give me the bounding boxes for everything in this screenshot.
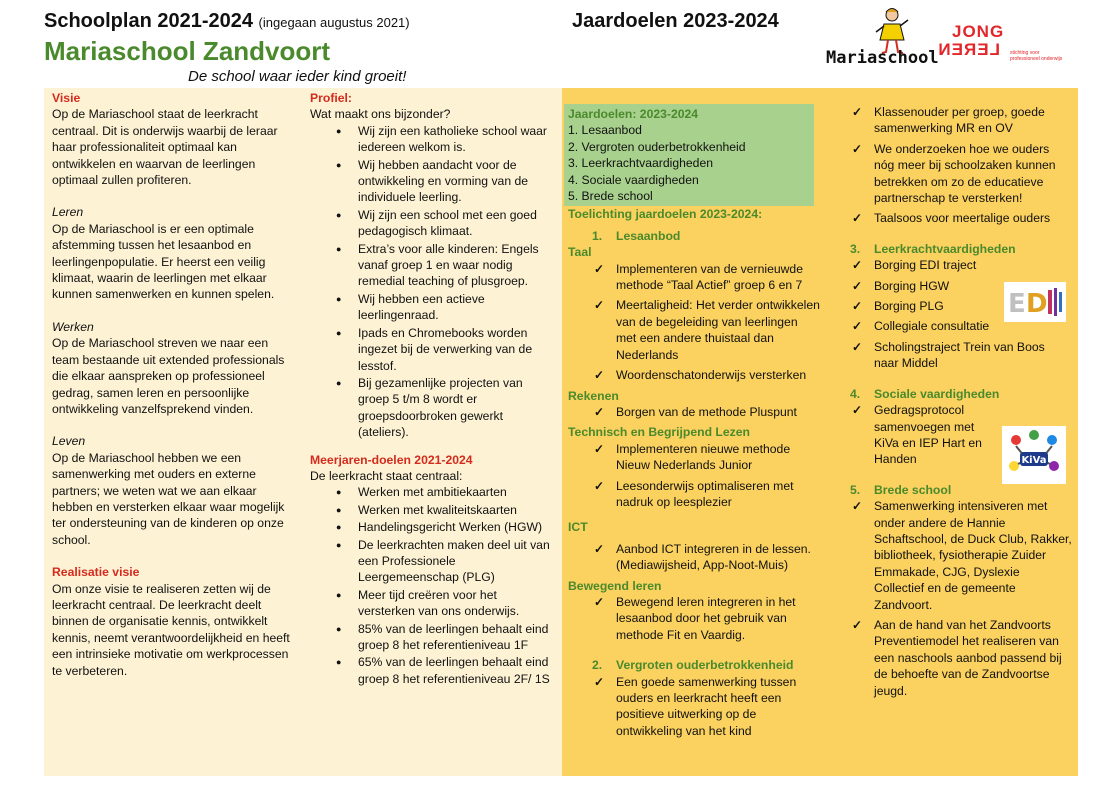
check-icon: ✓ — [852, 499, 863, 514]
list-item: ● Extra’s voor alle kinderen: Engels vanaf groep 1 en waar nodig remedial teaching of plusgroep. — [310, 241, 556, 290]
section-leerkrachtvaardigheden-heading: 3. Leerkrachtvaardigheden — [850, 241, 1016, 256]
list-item: ✓ Implementeren van de vernieuwde methode “Taal Actief” groep 6 en 7 — [594, 261, 803, 293]
column-jaardoelen — [568, 104, 820, 743]
list-item: ● 85% van de leerlingen behaalt eind groep 8 het referentieniveau 1F — [310, 621, 556, 654]
leven-text: Op de Mariaschool hebben we een samenwerking met ouders en externe partners; we weten wat we aan elkaar hebben en versterken elkaar waar mogelijk ter ondersteuning van de kinderen op onze school. — [52, 450, 285, 547]
mariaschool-logo — [826, 6, 946, 70]
taal-list — [568, 261, 820, 384]
mariaschool-wordmark: Mariaschool — [826, 48, 939, 68]
list-item: ✓ Borging HGW — [852, 278, 950, 293]
realisatie-text: Om onze visie te realiseren zetten wij de leerkracht centraal. De leerkracht deelt binnen de organisatie kennis, ontwikkelt kennis, neemt verantwoordelijkheid en heeft een intrinsieke motivatie om werkprocessen te verbeteren. — [52, 581, 290, 678]
meerjaren-list — [310, 484, 556, 687]
goal-item: 5. Brede school — [568, 189, 653, 204]
schoolplan-title: Schoolplan 2021-2024 — [44, 10, 253, 32]
visie-heading: Visie — [52, 91, 81, 105]
column-profiel — [310, 90, 556, 688]
check-icon: ✓ — [594, 368, 605, 383]
ict-heading: ICT — [568, 520, 588, 535]
kiva-logo-icon — [1002, 426, 1066, 484]
check-icon: ✓ — [594, 261, 605, 276]
rekenen-list — [568, 404, 820, 420]
section-lesaanbod-heading: 1. Lesaanbod — [592, 228, 681, 243]
list-item: ● Ipads en Chromebooks worden ingezet bij de verwerking van de lesstof. — [310, 325, 556, 374]
list-item: ● De leerkrachten maken deel uit van een Professionele Leergemeenschap (PLG) — [310, 537, 556, 586]
realisatie-heading: Realisatie visie — [52, 565, 140, 580]
brede-school-list — [850, 498, 1072, 699]
profiel-list — [310, 123, 556, 441]
column-visie — [52, 90, 292, 679]
list-item: ✓ Woordenschatonderwijs versterken — [594, 368, 807, 383]
rekenen-heading: Rekenen — [568, 388, 619, 403]
meerjaren-intro: De leerkracht staat centraal: — [310, 468, 463, 483]
list-item: ✓ Implementeren nieuwe methode Nieuw Nederlands Junior — [594, 441, 791, 473]
list-item: ✓ Scholingstraject Trein van Boos naar Middel — [852, 339, 1045, 371]
list-item: ✓ Gedragsprotocol samenvoegen met KiVa en IEP Hart en Handen — [852, 403, 982, 467]
kiva-logo-text: KiVa — [1021, 455, 1047, 466]
section-ouderbetrokkenheid-heading: 2. Vergroten ouderbetrokkenheid — [592, 658, 794, 673]
list-item: ✓ Klassenouder per groep, goede samenwerking MR en OV — [852, 105, 1045, 136]
toelichting-heading: Toelichting jaardoelen 2023-2024: — [568, 207, 763, 222]
check-icon: ✓ — [594, 441, 605, 456]
leren-heading: Leren — [52, 205, 84, 220]
werken-text: Op de Mariaschool streven we naar een team bestaande uit extended professionals die elkaar aanspreken op professioneel gedrag, samen leren en persoonlijke ontwikkeling vanzelfsprekend vinden. — [52, 336, 285, 416]
school-name: Mariaschool Zandvoort — [44, 36, 331, 66]
jong-wordmark: JONG — [952, 22, 1005, 41]
jaardoelen-box-heading: Jaardoelen: 2023-2024 — [568, 107, 699, 121]
list-item: ✓ Aan de hand van het Zandvoorts Preventiemodel het realiseren van een naschools aanbod passend bij de behoefte van de Zandvoortse jeugd. — [852, 617, 1062, 698]
check-icon: ✓ — [852, 258, 863, 273]
svg-text:E: E — [1008, 289, 1026, 319]
list-item: ● Bij gezamenlijke projecten van groep 5 t/m 8 wordt er groepsdoorbroken gewerkt (ateliers). — [310, 375, 556, 441]
svg-text:D: D — [1026, 289, 1048, 319]
list-item: ✓ Leesonderwijs optimaliseren met nadruk op leesplezier — [594, 478, 794, 509]
list-item: ✓ Bewegend leren integreren in het lesaanbod door het gebruik van methode Fit en Vaardig. — [594, 594, 796, 642]
bewegend-list — [568, 594, 820, 643]
profiel-intro: Wat maakt ons bijzonder? — [310, 107, 451, 122]
goal-item: 2. Vergroten ouderbetrokkenheid — [568, 139, 746, 154]
page-title — [44, 10, 410, 33]
leven-heading: Leven — [52, 434, 86, 449]
lezen-list — [568, 441, 820, 511]
check-icon: ✓ — [852, 339, 863, 354]
list-item: ● Wij zijn een katholieke school waar iedereen welkom is. — [310, 123, 556, 156]
schoolplan-subtitle: (ingegaan augustus 2021) — [258, 15, 410, 30]
jong-leren-logo — [937, 22, 1072, 72]
jaardoelen-box — [564, 104, 814, 206]
edi-logo-graphic — [1004, 282, 1066, 322]
edi-logo-icon — [1004, 282, 1066, 322]
child-figure-icon — [872, 6, 912, 54]
list-item: ✓ Een goede samenwerking tussen ouders en leerkracht heeft een positieve uitwerking op de ontwikkeling van het kind — [594, 674, 797, 738]
werken-heading: Werken — [52, 319, 94, 334]
list-item: ✓ Meertaligheid: Het verder ontwikkelen van de begeleiding van leerlingen met een andere thuistaal dan Nederlands — [594, 298, 820, 362]
jong-leren-small-text: stichting voor professioneel onderwijs — [1010, 50, 1063, 62]
check-icon: ✓ — [594, 298, 605, 313]
list-item: ✓ Samenwerking intensiveren met onder andere de Hannie Schaftschool, de Duck Club, Rakker, bibliotheek, fysiotherapie Zuider Emmakade, CJG, Dyslexie Collectief en de gemeente Zandvoort. — [852, 499, 1072, 612]
check-icon: ✓ — [594, 594, 605, 609]
list-item: ✓ Taalsoos voor meertalige ouders — [852, 211, 1051, 226]
list-item: ● Wij zijn een school met een goed pedagogisch klimaat. — [310, 207, 556, 240]
list-item: ● Handelingsgericht Werken (HGW) — [310, 519, 556, 535]
list-item: ✓ Borgen van de methode Pluspunt — [594, 404, 797, 419]
visie-text: Op de Mariaschool staat de leerkracht centraal. Dit is onderwijs waarbij de leraar haar professionaliteit optimaal kan ontwikkelen en waarvan de leerlingen optimaal zullen profiteren. — [52, 107, 278, 188]
ouder-vervolg-list — [850, 104, 1072, 227]
section-sociale-vaardigheden-heading: 4. Sociale vaardigheden — [850, 386, 1000, 401]
lezen-heading: Technisch en Begrijpend Lezen — [568, 425, 750, 440]
list-item: ✓ We onderzoeken hoe we ouders nóg meer bij schoolzaken kunnen betrekken om zo de educatieve partnerschap te versterken! — [852, 141, 1056, 206]
check-icon: ✓ — [852, 105, 863, 119]
check-icon: ✓ — [852, 211, 863, 226]
list-item: ✓ Aanbod ICT integreren in de lessen. (Mediawijsheid, App-Noot-Muis) — [594, 541, 811, 573]
leren-wordmark: LEREN — [937, 40, 1000, 59]
check-icon: ✓ — [852, 278, 863, 293]
list-item: ● 65% van de leerlingen behaalt eind groep 8 het referentieniveau 2F/ 1S — [310, 654, 556, 687]
list-item: ● Werken met kwaliteitskaarten — [310, 502, 556, 518]
check-icon: ✓ — [594, 674, 605, 689]
column-jaardoelen-vervolg — [850, 104, 1072, 703]
list-item: ● Werken met ambitiekaarten — [310, 484, 556, 500]
goal-item: 4. Sociale vaardigheden — [568, 172, 699, 187]
goal-item: 1. Lesaanbod — [568, 123, 642, 138]
check-icon: ✓ — [594, 404, 605, 419]
school-tagline: De school waar ieder kind groeit! — [188, 68, 407, 85]
ict-list — [568, 541, 820, 574]
goal-item: 3. Leerkrachtvaardigheden — [568, 156, 713, 171]
list-item: ✓ Collegiale consultatie — [852, 319, 990, 334]
list-item: ● Meer tijd creëren voor het versterken van ons onderwijs. — [310, 587, 556, 620]
meerjaren-heading: Meerjaren-doelen 2021-2024 — [310, 452, 473, 467]
profiel-heading: Profiel: — [310, 91, 352, 105]
check-icon: ✓ — [594, 541, 605, 556]
check-icon: ✓ — [594, 478, 605, 493]
list-item: ● Wij hebben een actieve leerlingenraad. — [310, 291, 556, 324]
ouderbetrokkenheid-list — [568, 674, 820, 740]
check-icon: ✓ — [852, 141, 863, 156]
list-item: ✓ Borging PLG — [852, 299, 944, 314]
leren-text: Op de Mariaschool is er een optimale afstemming tussen het lesaanbod en leerlingenpopulatie. Er heerst een veilig klimaat, waarin de leerlingen met elkaar kunnen samenwerken en kunnen spelen. — [52, 221, 275, 302]
taal-heading: Taal — [568, 245, 592, 260]
check-icon: ✓ — [852, 299, 863, 314]
check-icon: ✓ — [852, 319, 863, 334]
list-item: ✓ Borging EDI traject — [852, 258, 977, 273]
bewegend-heading: Bewegend leren — [568, 578, 662, 593]
list-item: ● Wij hebben aandacht voor de ontwikkeling en vorming van de individuele leerling. — [310, 157, 556, 206]
section-brede-school-heading: 5. Brede school — [850, 482, 952, 497]
jaardoelen-title: Jaardoelen 2023-2024 — [572, 10, 779, 32]
check-icon: ✓ — [852, 617, 863, 632]
check-icon: ✓ — [852, 403, 863, 418]
